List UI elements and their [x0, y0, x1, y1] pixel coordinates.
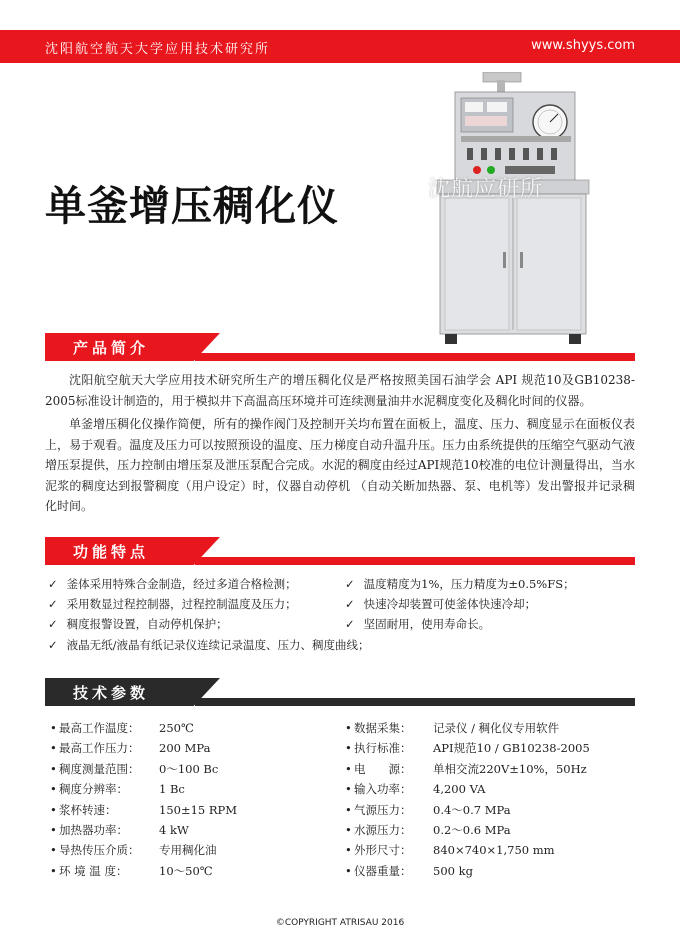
- bullet-icon: •: [345, 721, 352, 735]
- bullet-icon: •: [345, 761, 352, 776]
- section-intro-title: 产品简介: [73, 339, 150, 357]
- check-icon: ✓: [48, 597, 58, 611]
- bullet-icon: •: [50, 761, 57, 776]
- spec-row: [50, 759, 330, 779]
- page-title: 单釜增压稠化仪: [45, 182, 339, 230]
- spec-row: [50, 861, 330, 881]
- website-link[interactable]: www.shyys.com: [531, 38, 635, 53]
- spec-row: [345, 759, 635, 779]
- check-icon: ✓: [48, 638, 58, 652]
- list-item: ✓ 温度精度为1%，压力精度为±0.5%FS；: [345, 577, 575, 591]
- spec-value: 250℃: [159, 721, 194, 735]
- watermark-text: 沈航应研所: [428, 177, 544, 202]
- spec-value: 专用稠化油: [159, 843, 217, 858]
- spec-value: 500 kg: [433, 863, 473, 878]
- spec-row: [50, 800, 330, 820]
- bullet-icon: •: [345, 782, 352, 797]
- bullet-icon: •: [345, 863, 352, 878]
- spec-row: [50, 738, 330, 758]
- spec-label: 最高工作温度：: [59, 721, 140, 735]
- spec-value: 记录仪 / 稠化仪专用软件: [433, 721, 560, 735]
- spec-value: 840×740×1,750 mm: [433, 843, 555, 858]
- spec-value: 单相交流220V±10%，50Hz: [433, 761, 587, 776]
- bullet-icon: •: [50, 802, 57, 817]
- spec-label: 浆杯转速：: [59, 802, 117, 817]
- spec-row: [345, 861, 635, 881]
- spec-value: 0.4～0.7 MPa: [433, 802, 511, 817]
- spec-row: [50, 718, 330, 738]
- spec-label: 加热器功率：: [59, 823, 128, 837]
- check-icon: ✓: [48, 577, 58, 591]
- spec-row: [345, 800, 635, 820]
- spec-row: [50, 820, 330, 840]
- check-icon: ✓: [345, 577, 355, 591]
- bullet-icon: •: [50, 782, 57, 797]
- spec-label: 水源压力：: [354, 823, 412, 837]
- spec-value: 1 Bc: [159, 782, 185, 797]
- spec-label: 导热传压介质：: [59, 843, 140, 858]
- intro-paragraph-1: 沈阳航空航天大学应用技术研究所生产的增压稠化仪是严格按照美国石油学会 API 规范10及GB10238-2005标准设计制造的，用于模拟井下高温高压环境并可连续测量油井水泥稠度变化及稠化时间的仪器。: [45, 373, 635, 408]
- spec-label: 稠度测量范围：: [59, 761, 140, 776]
- spec-row: [345, 738, 635, 758]
- spec-value: 200 MPa: [159, 741, 211, 756]
- spec-value: 4 kW: [159, 823, 189, 837]
- spec-value: API规范10 / GB10238-2005: [433, 741, 590, 756]
- spec-label: 外形尺寸：: [354, 843, 412, 858]
- spec-row: [345, 820, 635, 840]
- section-features-header: [45, 537, 635, 573]
- spec-label: 数据采集：: [354, 721, 412, 735]
- spec-label: 稠度分辨率：: [59, 782, 128, 797]
- spec-label: 气源压力：: [354, 802, 412, 817]
- list-item: ✓ 采用数显过程控制器，过程控制温度及压力；: [48, 597, 297, 611]
- spec-value: 0.2～0.6 MPa: [433, 823, 511, 837]
- bullet-icon: •: [50, 843, 57, 858]
- spec-label: 执行标准：: [354, 741, 412, 756]
- section-specs-title: 技术参数: [73, 684, 150, 702]
- bullet-icon: •: [345, 741, 352, 756]
- list-item: ✓ 液晶无纸/液晶有纸记录仪连续记录温度、压力、稠度曲线；: [48, 638, 370, 652]
- list-item: ✓ 坚固耐用，使用寿命长。: [345, 617, 491, 631]
- spec-row: [50, 840, 330, 860]
- bullet-icon: •: [50, 721, 57, 735]
- section-specs-header: [45, 678, 635, 714]
- spec-label: 仪器重量：: [354, 863, 412, 878]
- list-item: ✓ 稠度报警设置，自动停机保护；: [48, 617, 228, 631]
- check-icon: ✓: [48, 617, 58, 631]
- bullet-icon: •: [345, 843, 352, 858]
- spec-row: [50, 779, 330, 799]
- copyright-footer: ©COPYRIGHT ATRISAU 2016: [275, 918, 405, 928]
- bullet-icon: •: [345, 802, 352, 817]
- product-image: [425, 72, 600, 347]
- spec-row: [345, 779, 635, 799]
- spec-value: 4,200 VA: [433, 782, 486, 797]
- bullet-icon: •: [345, 823, 352, 837]
- intro-paragraph-2: 单釜增压稠化仪操作简便，所有的操作阀门及控制开关均布置在面板上，温度、压力、稠度显示在面板仪表上，易于观看。温度及压力可以按照预设的温度、压力梯度自动升温升压。压力由系统提供的压缩空气驱动气液增压泵提供，压力控制由增压泵及泄压泵配合完成。水泥的稠度由经过API规范10校准的电位计测量得出，当水泥浆的稠度达到报警稠度（用户设定）时，仪器自动停机 （自动关断加热器、泵、电机等）发出警报并记录稠化时间。: [45, 417, 635, 513]
- spec-value: 150±15 RPM: [159, 802, 238, 817]
- section-intro-header: [45, 333, 635, 369]
- spec-row: [345, 718, 635, 738]
- check-icon: ✓: [345, 617, 355, 631]
- spec-label: 环 境 温 度：: [59, 863, 128, 878]
- spec-value: 10～50℃: [159, 863, 213, 878]
- list-item: ✓ 釜体采用特殊合金制造，经过多道合格检测；: [48, 577, 297, 591]
- spec-value: 0～100 Bc: [159, 761, 219, 776]
- spec-row: [345, 840, 635, 860]
- bullet-icon: •: [50, 823, 57, 837]
- list-item: ✓ 快速冷却装置可使釜体快速冷却；: [345, 597, 537, 611]
- section-features-title: 功能特点: [73, 543, 150, 561]
- spec-label: 输入功率：: [354, 782, 412, 797]
- header-bar: [0, 30, 680, 63]
- bullet-icon: •: [50, 863, 57, 878]
- check-icon: ✓: [345, 597, 355, 611]
- org-name: 沈阳航空航天大学应用技术研究所: [45, 42, 271, 57]
- spec-label: 电 源：: [354, 761, 412, 776]
- spec-label: 最高工作压力：: [59, 741, 140, 756]
- bullet-icon: •: [50, 741, 57, 756]
